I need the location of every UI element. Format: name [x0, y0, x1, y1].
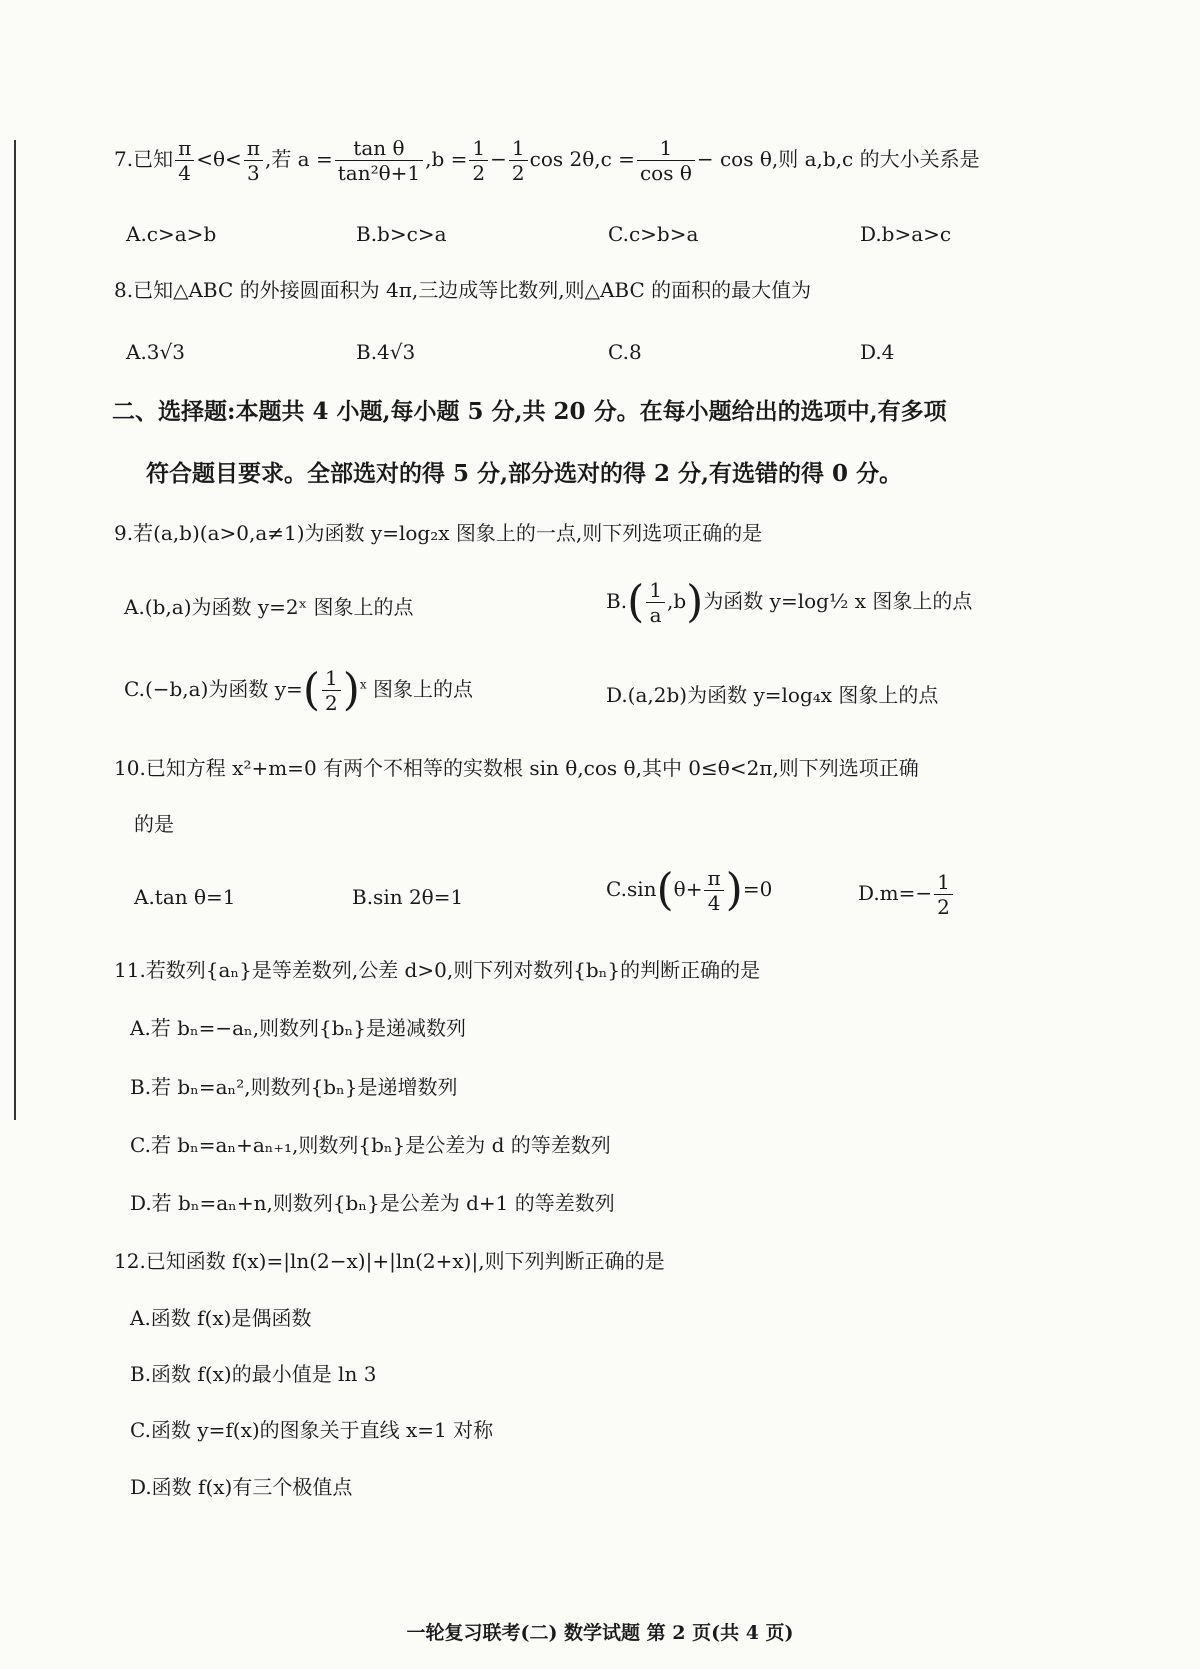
q8-option-d[interactable]: D.4 [860, 340, 895, 364]
q7-option-c[interactable]: C.c>b>a [608, 222, 699, 246]
q7-option-a[interactable]: A.c>a>b [126, 222, 217, 246]
q7-frac-half: $\frac{1}{2}$ [469, 138, 488, 183]
q9-option-b[interactable]: B.( $\frac{1}{a}$ ,b)为函数 y=log½ x 图象上的点 [606, 576, 973, 628]
q10-option-d[interactable]: D.m=− $\frac{1}{2}$ [858, 872, 955, 917]
question-10-stem: 10.已知方程 x²+m=0 有两个不相等的实数根 sin θ,cos θ,其中 0≤θ<2π,则下列选项正确 [114, 756, 919, 780]
binding-line [14, 140, 16, 1120]
q7-frac-c: $\frac{1}{\text{cos θ}}$ [637, 138, 695, 183]
q11-option-c[interactable]: C.若 bₙ=aₙ+aₙ₊₁,则数列{bₙ}是公差为 d 的等差数列 [130, 1133, 611, 1157]
question-10-stem-continued: 的是 [134, 812, 174, 836]
q10-option-a[interactable]: A.tan θ=1 [134, 885, 236, 909]
question-12-stem: 12.已知函数 f(x)=|ln(2−x)|+|ln(2+x)|,则下列判断正确的是 [114, 1249, 665, 1273]
q9-option-d[interactable]: D.(a,2b)为函数 y=log₄x 图象上的点 [606, 683, 939, 707]
question-11-stem: 11.若数列{aₙ}是等差数列,公差 d>0,则下列对数列{bₙ}的判断正确的是 [114, 958, 761, 982]
q7-option-d[interactable]: D.b>a>c [860, 222, 952, 246]
q11-option-a[interactable]: A.若 bₙ=−aₙ,则数列{bₙ}是递减数列 [130, 1016, 466, 1040]
q11-option-d[interactable]: D.若 bₙ=aₙ+n,则数列{bₙ}是公差为 d+1 的等差数列 [130, 1191, 615, 1215]
q8-option-b[interactable]: B.4√3 [356, 340, 416, 364]
q9-frac-1-over-a: $\frac{1}{a}$ [646, 580, 665, 625]
q9-option-a[interactable]: A.(b,a)为函数 y=2ˣ 图象上的点 [124, 595, 414, 619]
q10-option-c[interactable]: C.sin(θ+ $\frac{\pi}{4}$ )=0 [606, 864, 773, 916]
q7-option-b[interactable]: B.b>c>a [356, 222, 447, 246]
section-2-heading-line-1: 二、选择题:本题共 4 小题,每小题 5 分,共 20 分。在每小题给出的选项中,有多项 [112, 398, 947, 425]
q7-frac-pi-4: $\frac{\pi}{4}$ [175, 138, 194, 183]
q9-option-c[interactable]: C.(−b,a)为函数 y=( $\frac{1}{2}$ )$^x$ 图象上的点 [124, 664, 474, 716]
question-8-stem: 8.已知△ABC 的外接圆面积为 4π,三边成等比数列,则△ABC 的面积的最大值为 [114, 278, 812, 302]
question-7-stem: 7.已知 $\frac{\pi}{4}$ <θ< $\frac{\pi}{3}$ ,若 a = $\frac{\text{tan θ}}{\text{tan²θ+1}}$ ,b = $\frac{1}{2}$ − $\frac{1}{2}$ cos 2θ,c = $\frac{1}{\text{cos θ}}$ − cos θ,则 a,b,c 的大小关系是 [114, 136, 980, 185]
q10-frac-half: $\frac{1}{2}$ [934, 872, 953, 917]
section-2-heading-line-2: 符合题目要求。全部选对的得 5 分,部分选对的得 2 分,有选错的得 0 分。 [146, 460, 903, 487]
q11-option-b[interactable]: B.若 bₙ=aₙ²,则数列{bₙ}是递增数列 [130, 1075, 458, 1099]
q7-frac-half-2: $\frac{1}{2}$ [509, 138, 528, 183]
q12-option-c[interactable]: C.函数 y=f(x)的图象关于直线 x=1 对称 [130, 1418, 494, 1442]
page-footer: 一轮复习联考(二) 数学试题 第 2 页(共 4 页) [406, 1622, 794, 1644]
q9-frac-half: $\frac{1}{2}$ [322, 668, 341, 713]
q7-frac-a: $\frac{\text{tan θ}}{\text{tan²θ+1}}$ [335, 138, 423, 183]
q7-frac-pi-3: $\frac{\pi}{3}$ [244, 138, 263, 183]
q7-number: 7.已知 [114, 147, 174, 171]
q10-option-b[interactable]: B.sin 2θ=1 [352, 885, 464, 909]
q10-frac-pi-4: $\frac{\pi}{4}$ [704, 868, 723, 913]
q8-option-c[interactable]: C.8 [608, 340, 642, 364]
q12-option-d[interactable]: D.函数 f(x)有三个极值点 [130, 1475, 353, 1499]
q12-option-a[interactable]: A.函数 f(x)是偶函数 [130, 1306, 312, 1330]
question-9-stem: 9.若(a,b)(a>0,a≠1)为函数 y=log₂x 图象上的一点,则下列选项正确的是 [114, 521, 763, 545]
q8-option-a[interactable]: A.3√3 [126, 340, 185, 364]
q12-option-b[interactable]: B.函数 f(x)的最小值是 ln 3 [130, 1362, 377, 1386]
